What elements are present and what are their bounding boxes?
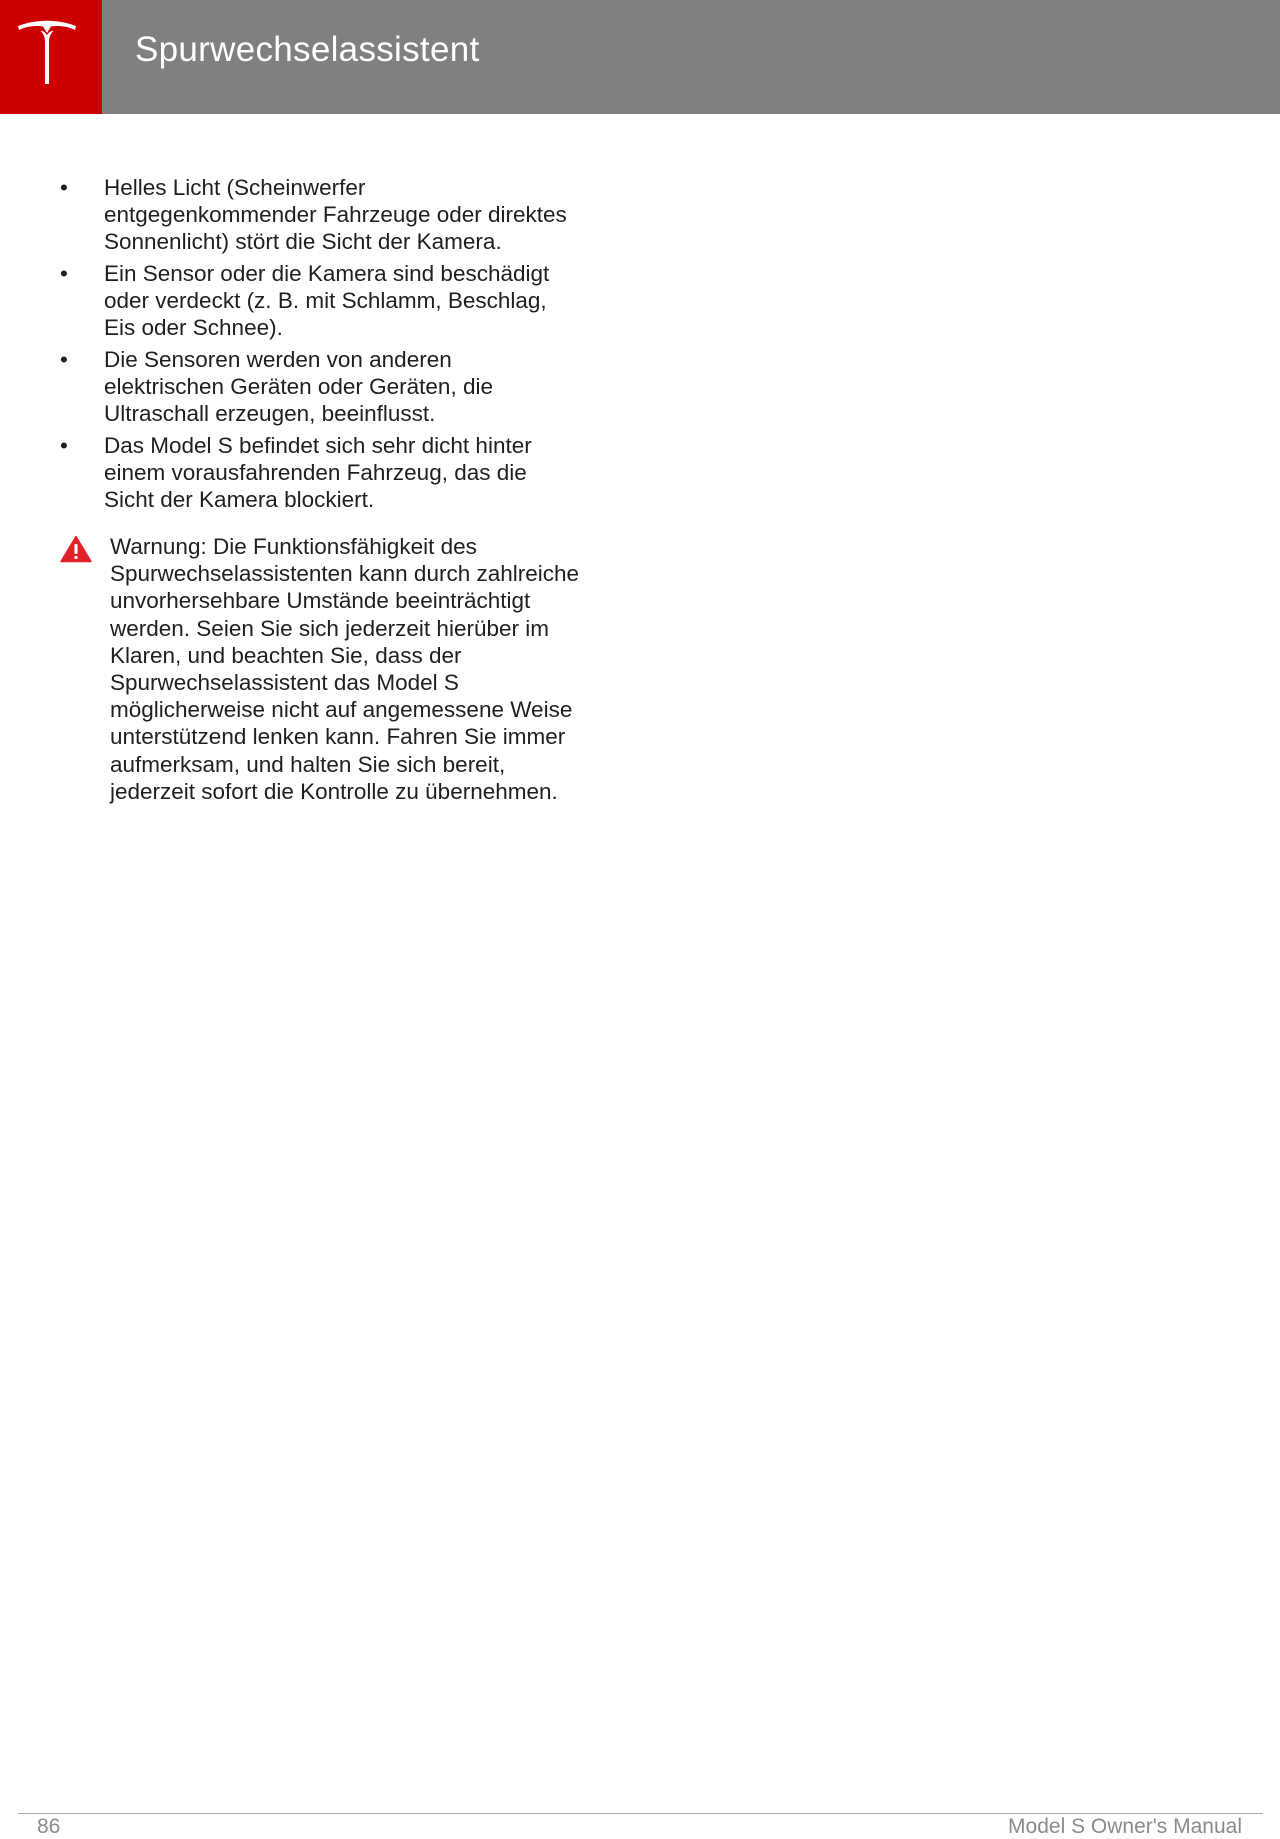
condition-list xyxy=(0,174,600,513)
list-item-text: Das Model S befindet sich sehr dicht hinter einem vorausfahrenden Fahrzeug, das die Sicht der Kamera blockiert. xyxy=(104,433,532,512)
footer-divider xyxy=(18,1813,1263,1814)
list-item xyxy=(0,346,574,427)
page-title: Spurwechselassistent xyxy=(135,30,480,69)
bullet-marker: • xyxy=(60,433,68,458)
list-item xyxy=(0,260,574,341)
warning-triangle-icon xyxy=(60,535,92,563)
bullet-marker: • xyxy=(60,347,68,372)
page-header xyxy=(0,0,1280,114)
list-item-text: Ein Sensor oder die Kamera sind beschädigt oder verdeckt (z. B. mit Schlamm, Beschlag, Eis oder Schnee). xyxy=(104,261,550,340)
tesla-logo-icon xyxy=(16,20,78,86)
main-content xyxy=(0,174,600,805)
bullet-marker: • xyxy=(60,175,68,200)
list-item-text: Die Sensoren werden von anderen elektrischen Geräten oder Geräten, die Ultraschall erzeugen, beeinflusst. xyxy=(104,347,493,426)
list-item-text: Helles Licht (Scheinwerfer entgegenkommender Fahrzeuge oder direktes Sonnenlicht) stört die Sicht der Kamera. xyxy=(104,175,567,254)
warning-note xyxy=(0,533,580,805)
bullet-marker: • xyxy=(60,261,68,286)
page-number: 86 xyxy=(37,1815,61,1838)
manual-name: Model S Owner's Manual xyxy=(1008,1815,1242,1838)
list-item xyxy=(0,174,574,255)
list-item xyxy=(0,432,574,513)
warning-text: Warnung: Die Funktionsfähigkeit des Spurwechselassistenten kann durch zahlreiche unvorhersehbare Umstände beeinträchtigt werden. Seien Sie sich jederzeit hierüber im Klaren, und beachten Sie, dass der Spurwechselassistent das Model S möglicherweise nicht auf angemessene Weise unterstützend lenken kann. Fahren Sie immer aufmerksam, und halten Sie sich bereit, jederzeit sofort die Kontrolle zu übernehmen. xyxy=(110,534,580,804)
brand-logo xyxy=(0,0,102,114)
